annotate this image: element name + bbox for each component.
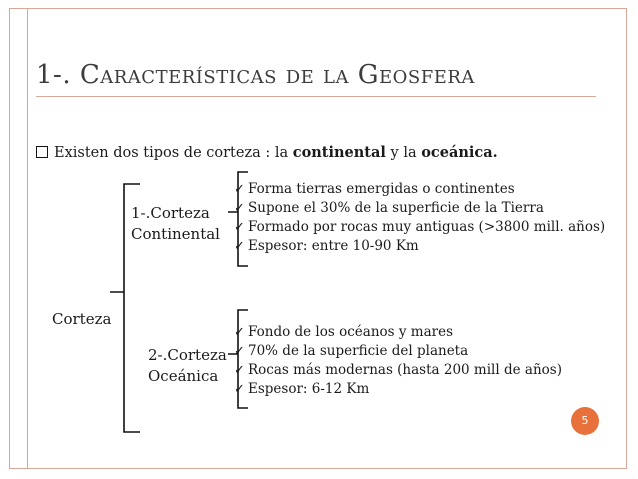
intro-text-1: Existen dos tipos de corteza : la <box>54 145 293 161</box>
oceanica-items <box>234 323 562 399</box>
list-item: ✓ Rocas más modernas (hasta 200 mill de años) <box>234 362 562 378</box>
check-icon: ✓ <box>234 220 245 235</box>
list-item: ✓ Espesor: 6-12 Km <box>234 381 370 397</box>
continental-label <box>131 203 220 245</box>
list-item: ✓ Fondo de los océanos y mares <box>234 324 454 340</box>
intro-bold-continental: continental <box>292 144 386 161</box>
check-icon: ✓ <box>234 382 245 397</box>
continental-items <box>234 180 605 256</box>
check-icon: ✓ <box>234 325 245 340</box>
check-icon: ✓ <box>234 182 245 197</box>
continental-label-line2: Continental <box>131 225 220 243</box>
list-item: ✓ Supone el 30% de la superficie de la Tierra <box>234 200 544 216</box>
list-item: ✓ Formado por rocas muy antiguas (>3800 mill. años) <box>234 219 606 235</box>
intro-text-2: y la <box>385 145 422 161</box>
check-icon: ✓ <box>234 344 245 359</box>
list-item: ✓ Forma tierras emergidas o continentes <box>234 181 515 197</box>
slide-title: 1-. Características de la Geosfera <box>36 60 475 90</box>
check-icon: ✓ <box>234 201 245 216</box>
list-item: ✓ Espesor: entre 10-90 Km <box>234 238 419 254</box>
check-icon: ✓ <box>234 363 245 378</box>
check-icon: ✓ <box>234 239 245 254</box>
list-item: ✓ 70% de la superficie del planeta <box>234 343 469 359</box>
intro-bold-oceanica: oceánica. <box>421 144 498 161</box>
oceanica-label <box>148 345 227 387</box>
continental-label-line1: 1-.Corteza <box>131 204 210 222</box>
oceanica-label-line1: 2-.Corteza <box>148 346 227 364</box>
root-label: Corteza <box>52 310 112 328</box>
oceanica-label-line2: Oceánica <box>148 367 219 385</box>
page-number-badge: 5 <box>571 407 599 435</box>
